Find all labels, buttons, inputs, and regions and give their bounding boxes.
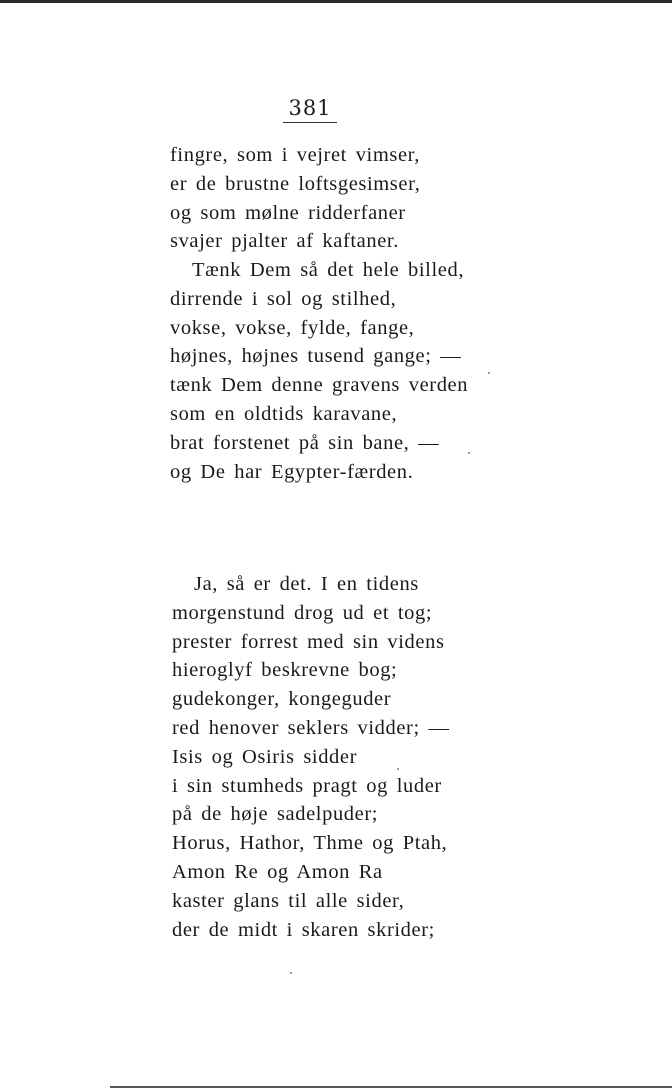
poem-line: brat forstenet på sin bane, — <box>170 431 440 454</box>
scan-speck <box>488 372 490 374</box>
poem-line: Tænk Dem så det hele billed, <box>192 259 465 281</box>
poem-line: Horus, Hathor, Thme og Ptah, <box>172 832 448 855</box>
poem-line: kaster glans til alle sider, <box>172 889 405 912</box>
poem-line: på de høje sadelpuder; <box>172 803 379 826</box>
poem-line: er de brustne loftsgesimser, <box>170 172 421 195</box>
poem-line: Amon Re og Amon Ra <box>172 860 383 883</box>
poem-line: Isis og Osiris sidder <box>172 745 358 768</box>
poem-line: i sin stumheds pragt og luder <box>172 774 442 797</box>
page-number-underline <box>283 122 337 123</box>
page-number: 381 <box>288 96 332 120</box>
poem-line: svajer pjalter af kaftaner. <box>170 230 399 253</box>
page-bottom-edge <box>110 1086 672 1088</box>
poem-stanza-3 <box>172 570 450 944</box>
poem-line: fingre, som i vejret vimser, <box>170 144 421 166</box>
poem-line: og som mølne ridderfaner <box>170 201 406 224</box>
poem-line: dirrende i sol og stilhed, <box>170 287 397 310</box>
poem-line: gudekonger, kongeguder <box>172 688 392 711</box>
scan-speck <box>397 768 399 770</box>
poem-line: tænk Dem denne gravens verden <box>170 374 469 397</box>
poem-line: morgenstund drog ud et tog; <box>172 601 433 624</box>
poem-line: der de midt i skaren skrider; <box>172 918 435 941</box>
poem-line: Ja, så er det. I en tidens <box>194 573 419 595</box>
poem-line: som en oldtids karavane, <box>170 402 398 425</box>
poem-line: vokse, vokse, fylde, fange, <box>170 316 415 339</box>
scan-speck <box>468 452 470 454</box>
poem-line: og De har Egypter-færden. <box>170 460 414 483</box>
scan-speck <box>290 972 292 974</box>
page-top-edge <box>0 0 672 3</box>
poem-line: red henover seklers vidder; — <box>172 716 450 739</box>
poem-line: højnes, højnes tusend gange; — <box>170 345 462 368</box>
poem-line: prester forrest med sin videns <box>172 630 445 653</box>
poem-stanza-1 <box>170 141 420 256</box>
poem-line: hieroglyf beskrevne bog; <box>172 659 398 682</box>
poem-stanza-2 <box>170 256 468 486</box>
